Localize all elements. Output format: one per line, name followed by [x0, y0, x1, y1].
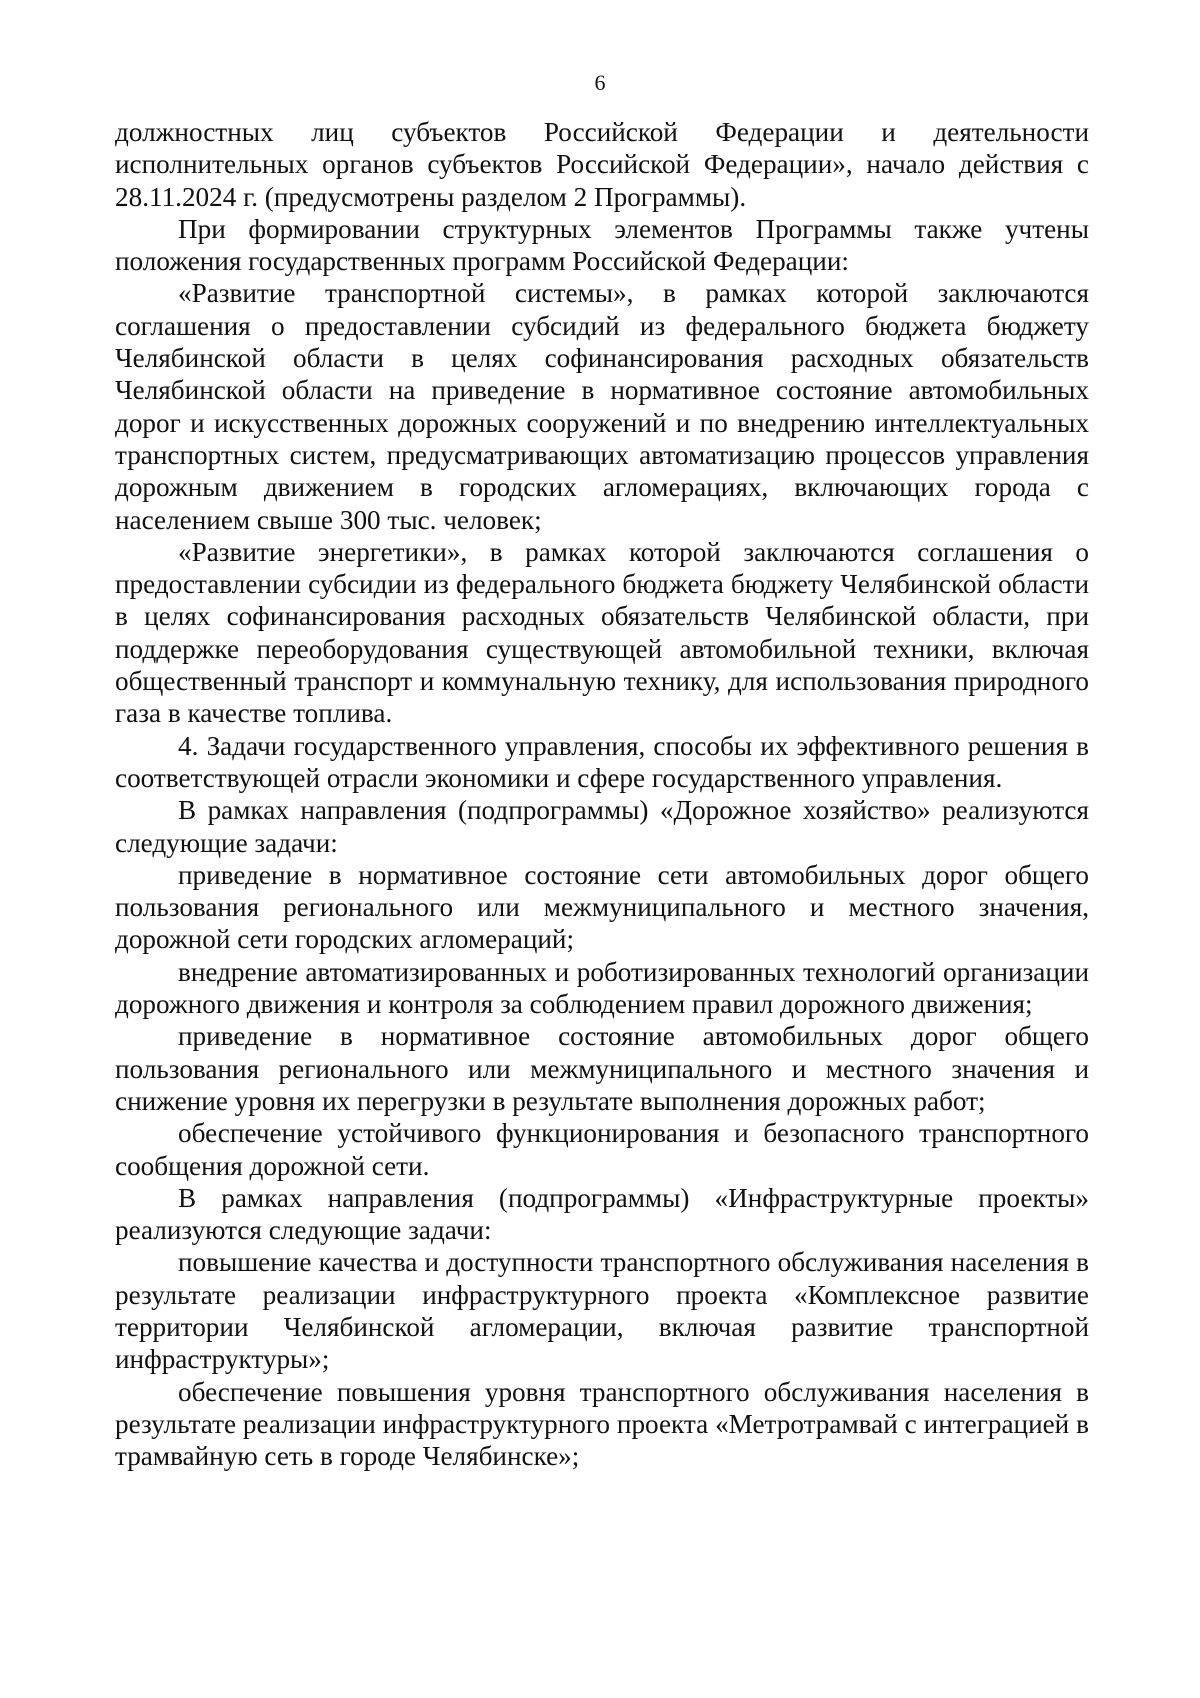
paragraph-transport-system-program: «Развитие транспортной системы», в рамках которой заключаются соглашения о предоставлении субсидий из федерального бюджета бюджету Челябинской области в целях софинансирования расходных обязательств Челябинской области на приведение в нормативное состояние автомобильных дорог и искусственных дорожных сооружений и по внедрению интеллектуальных транспортных систем, предусматривающих автоматизацию процессов управления дорожным движением в городских агломерациях, включающих города с населением свыше 300 тыс. человек; — [115, 278, 1089, 535]
paragraph-road-task-3: приведение в нормативное состояние автомобильных дорог общего пользования регионального или межмуниципального и местного значения и снижение уровня их перегрузки в результате выполнения дорожных работ; — [115, 1021, 1089, 1116]
paragraph-continuation: должностных лиц субъектов Российской Федерации и деятельности исполнительных органов субъектов Российской Федерации», начало действия с 28.11.2024 г. (предусмотрены разделом 2 Программы). — [115, 117, 1089, 212]
paragraph-road-task-2: внедрение автоматизированных и роботизированных технологий организации дорожного движения и контроля за соблюдением правил дорожного движения; — [115, 956, 1089, 1020]
section-4-heading: 4. Задачи государственного управления, способы их эффективного решения в соответствующей отрасли экономики и сфере государственного управления. — [115, 730, 1089, 793]
paragraph-road-task-4: обеспечение устойчивого функционирования и безопасного транспортного сообщения дорожной сети. — [115, 1118, 1089, 1181]
paragraph-infra-tasks-intro: В рамках направления (подпрограммы) «Инфраструктурные проекты» реализуются следующие задачи: — [115, 1182, 1089, 1246]
document-body — [115, 116, 1089, 1472]
paragraph-road-task-1: приведение в нормативное состояние сети автомобильных дорог общего пользования регионального или межмуниципального и местного значения, дорожной сети городских агломераций; — [115, 859, 1089, 955]
paragraph-infra-task-2: обеспечение повышения уровня транспортного обслуживания населения в результате реализации инфраструктурного проекта «Метротрамвай с интеграцией в трамвайную сеть в городе Челябинске»; — [115, 1376, 1089, 1472]
paragraph-road-tasks-intro: В рамках направления (подпрограммы) «Дорожное хозяйство» реализуются следующие задачи: — [115, 795, 1089, 858]
paragraph-state-programs-intro: При формировании структурных элементов Программы также учтены положения государственных программ Российской Федерации: — [115, 213, 1089, 277]
paragraph-energy-program: «Развитие энергетики», в рамках которой заключаются соглашения о предоставлении субсидии из федерального бюджета бюджету Челябинской области в целях софинансирования расходных обязательств Челябинской области, при поддержке переоборудования существующей автомобильной техники, включая общественный транспорт и коммунальную технику, для использования природного газа в качестве топлива. — [115, 536, 1089, 729]
paragraph-infra-task-1: повышение качества и доступности транспортного обслуживания населения в результате реализации инфраструктурного проекта «Комплексное развитие территории Челябинской агломерации, включая развитие транспортной инфраструктуры»; — [115, 1247, 1089, 1375]
page-number: 6 — [594, 70, 606, 95]
